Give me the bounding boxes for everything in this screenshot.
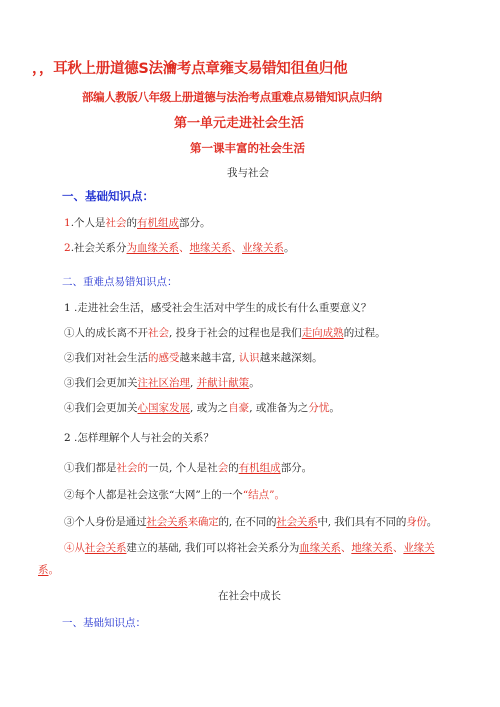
section2-basic-points-heading: 一、基础知识点： (62, 617, 146, 629)
answer-1-1: ①人的成长离不开社会, 投身于社会的过程也是我们走向成熟的过程。 (64, 327, 386, 339)
question-2: 2 .怎样理解个人与社会的关系？ (64, 432, 214, 444)
answer-1-4: ④我们会更加关心国家发展, 或为之自豪, 或准备为之分忧。 (64, 402, 340, 414)
answer-2-1: ①我们都是社会的一员, 个人是社会的有机组成部分。 (64, 462, 313, 474)
answer-2-4-continued: 系。 (38, 564, 59, 576)
lesson-title: 第一课丰富的社会生活 (190, 141, 305, 155)
keyword: 有机组成 (137, 217, 180, 229)
difficult-points-heading: 二、重难点易错知识点： (62, 276, 178, 288)
answer-2-3: ③个人身份是通过社会关系来确定的, 在不同的社会关系中, 我们具有不同的身份。 (64, 516, 438, 528)
point-number: 1 (64, 217, 71, 229)
answer-1-2: ②我们对社会生活的感受越来越丰富, 认识越来越深刻。 (64, 352, 323, 364)
section-title-grow-in-society: 在社会中成长 (218, 590, 281, 602)
question-1: 1 .走进社会生活，感受社会生活对中学生的成长有什么重要意义？ (64, 302, 372, 314)
point-number: 2 (64, 242, 71, 254)
answer-2-4: ④从社会关系建立的基础, 我们可以将社会关系分为血缘关系、地缘关系、业缘关 (64, 542, 435, 554)
basic-point-2: 2.社会关系分为血缘关系、地缘关系、业缘关系。 (64, 242, 295, 254)
document-title: ，，耳秋上册道德S法瀹考点章雍支易错知徂鱼归他 (32, 61, 348, 77)
basic-points-heading: 一、基础知识点： (62, 189, 154, 203)
answer-1-3: ③我们会更加关注社区治理, 并献计献策。 (64, 377, 260, 389)
section-title-me-and-society: 我与社会 (227, 167, 269, 179)
answer-2-2: ②每个人都是社会这张“大网”上的一个“结点”。 (64, 489, 285, 501)
unit-title: 第一单元走进社会生活 (174, 116, 305, 131)
basic-point-1: 1.个人是社会的有机组成部分。 (64, 217, 211, 229)
document-subtitle: 部编人教版八年级上册道德与法治考点重难点易错知识点归纳 (82, 90, 382, 104)
